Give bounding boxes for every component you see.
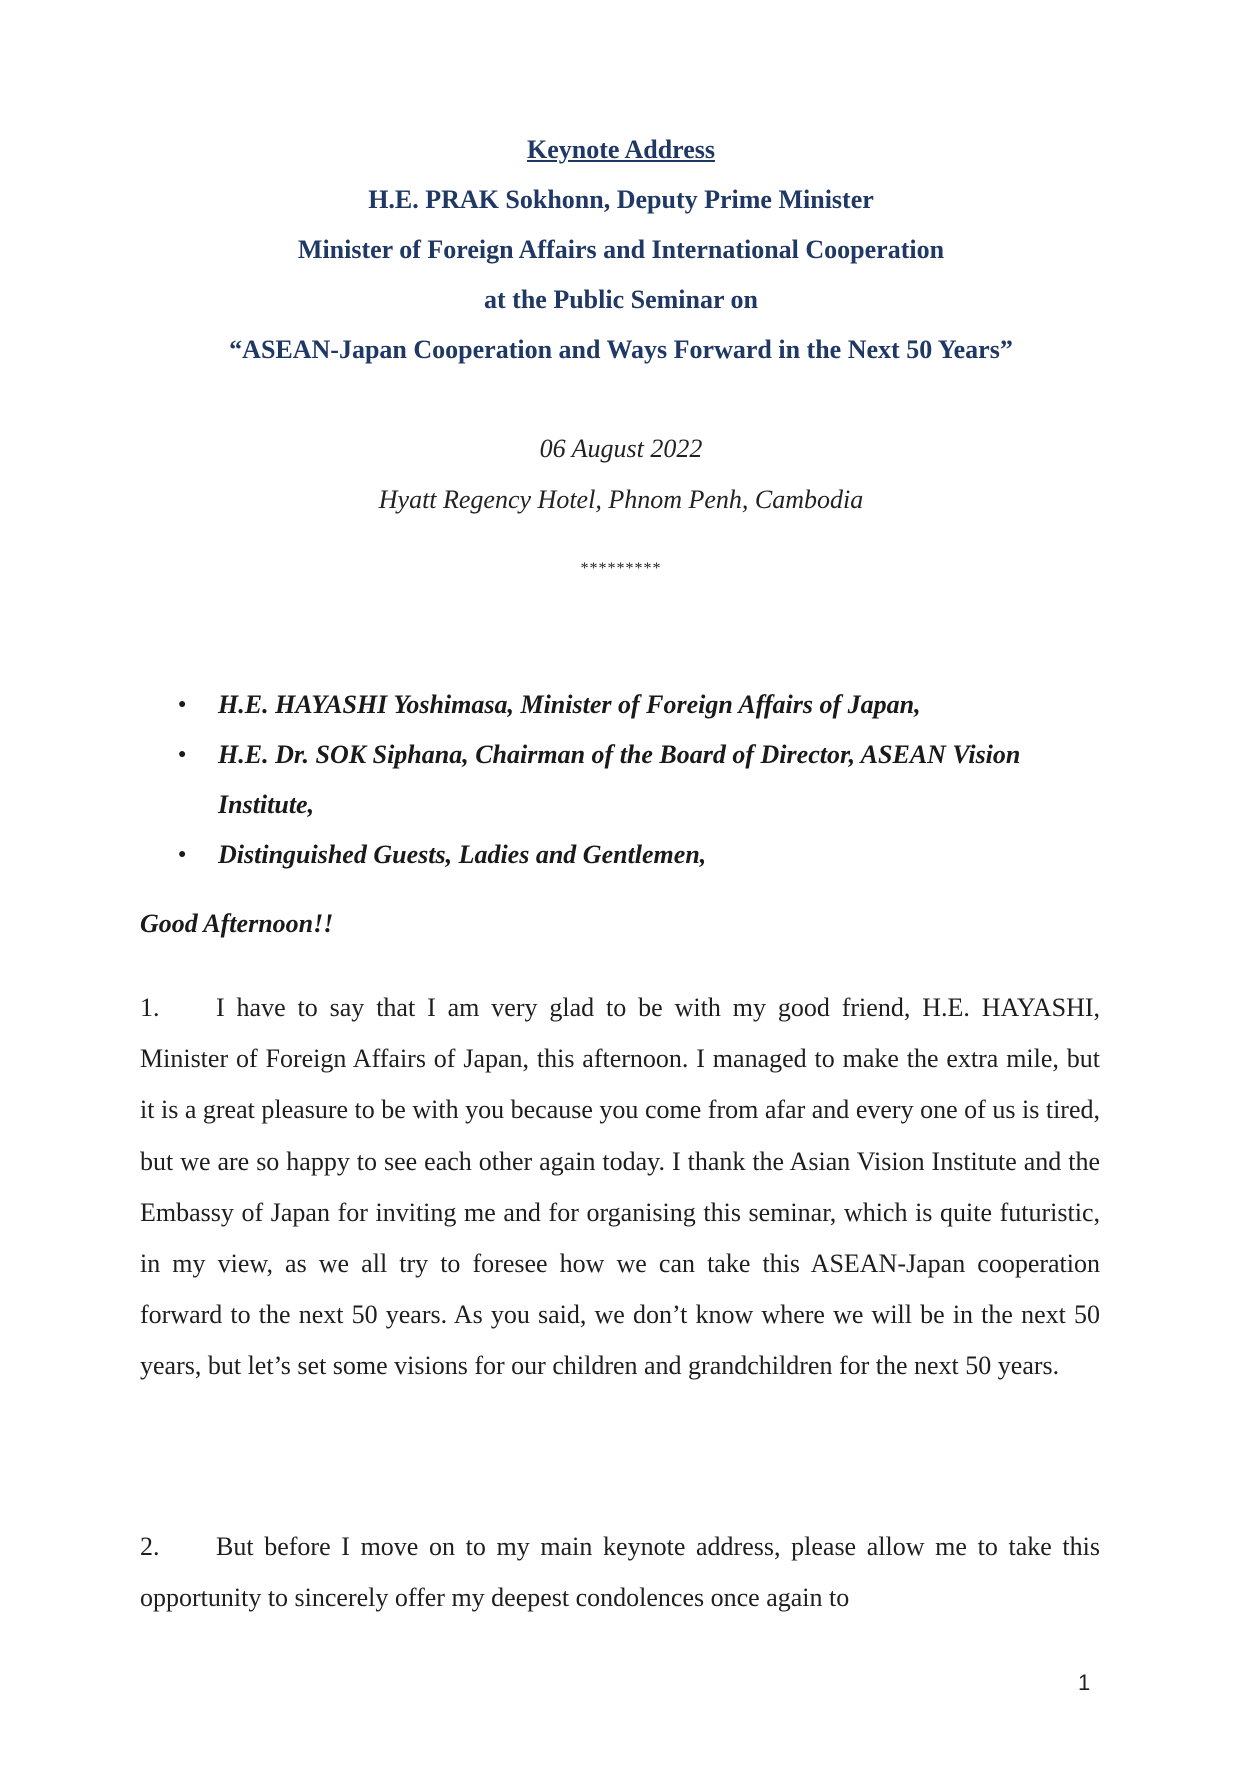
paragraph-number: 1. <box>140 993 160 1022</box>
paragraph <box>140 982 1100 1392</box>
event-meta <box>0 434 1242 536</box>
addressee-item: ● H.E. HAYASHI Yoshimasa, Minister of Foreign Affairs of Japan, <box>178 680 1118 730</box>
document-title: Keynote Address <box>526 135 716 164</box>
section-separator: ********* <box>580 560 662 577</box>
addressee-item: ● Distinguished Guests, Ladies and Gentlemen, <box>178 830 1118 880</box>
paragraph-text: But before I move on to my main keynote address, please allow me to take this opportunity to sincerely offer my deepest condolences once again to <box>140 1532 1100 1613</box>
event-location: Hyatt Regency Hotel, Phnom Penh, Cambodia <box>378 485 864 514</box>
address-header <box>0 135 1242 385</box>
office-line: Minister of Foreign Affairs and International Cooperation <box>297 235 945 264</box>
seminar-title: “ASEAN-Japan Cooperation and Ways Forward in the Next 50 Years” <box>229 335 1013 364</box>
speaker-line: H.E. PRAK Sokhonn, Deputy Prime Minister <box>368 185 874 214</box>
paragraph <box>140 1521 1100 1623</box>
paragraph-number: 2. <box>140 1532 160 1561</box>
venue-intro-line: at the Public Seminar on <box>484 285 758 314</box>
addressee-list <box>178 680 1118 880</box>
event-date: 06 August 2022 <box>539 434 703 463</box>
greeting: Good Afternoon!! <box>140 909 334 938</box>
page-number: 1 <box>1078 1670 1091 1695</box>
paragraph-text: I have to say that I am very glad to be with my good friend, H.E. HAYASHI, Minister of Foreign Affairs of Japan, this afternoon. I managed to make the extra mile, but it is a great pleasure to be with you because you come from afar and every one of us is tired, but we are so happy to see each other again today. I thank the Asian Vision Institute and the Embassy of Japan for inviting me and for organising this seminar, which is quite futuristic, in my view, as we all try to foresee how we can take this ASEAN-Japan cooperation forward to the next 50 years. As you said, we don’t know where we will be in the next 50 years, but let’s set some visions for our children and grandchildren for the next 50 years. <box>140 993 1100 1381</box>
addressee-item: ● H.E. Dr. SOK Siphana, Chairman of the Board of Director, ASEAN Vision Institute, <box>178 730 1118 830</box>
